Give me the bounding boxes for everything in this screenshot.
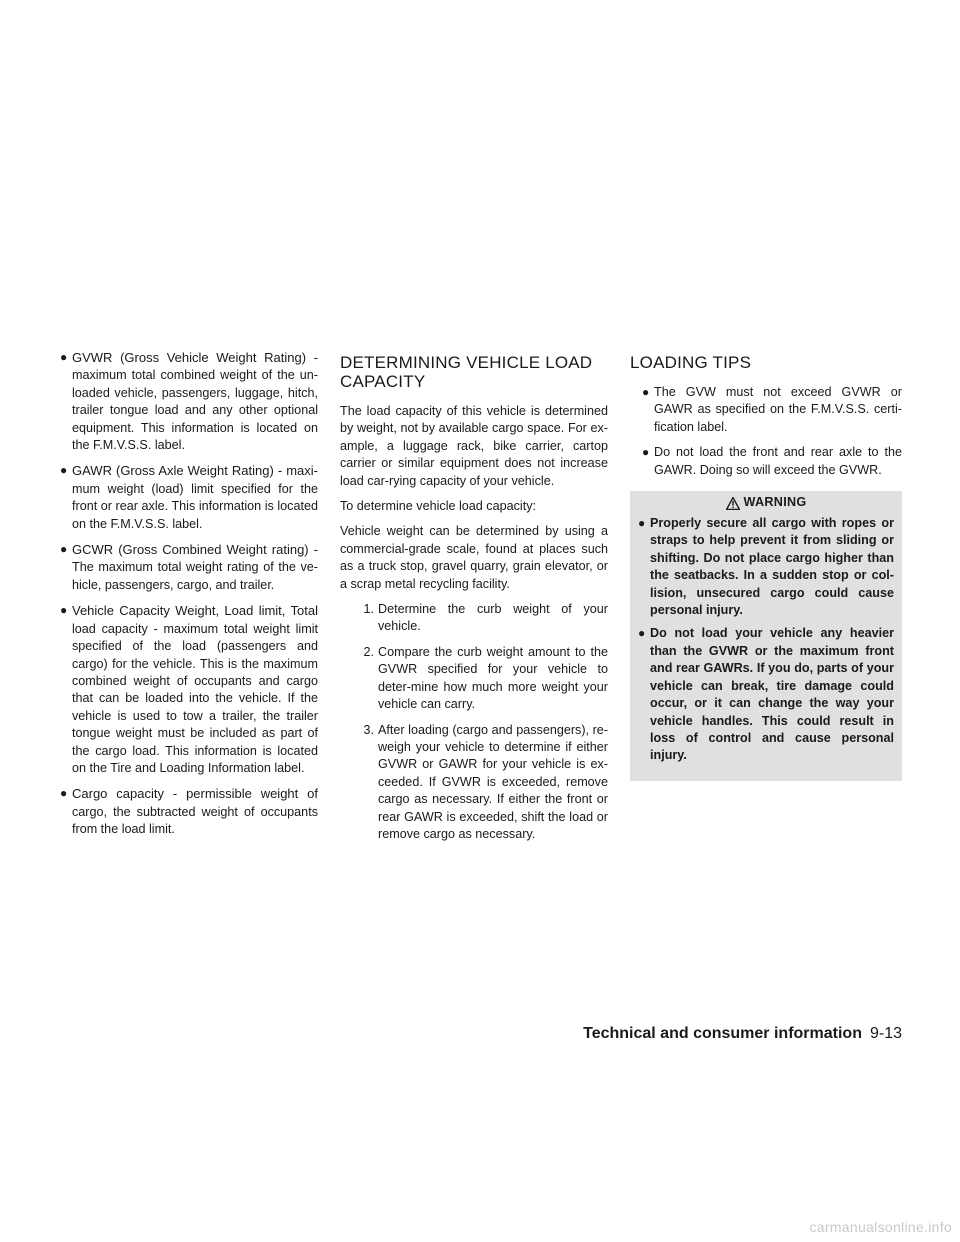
- warning-box: [630, 491, 902, 781]
- definition-cargo-capacity: [60, 785, 318, 838]
- tip-item: ● The GVW must not exceed GVWR or GAWR as specified on the F.M.V.S.S. certi-fication label.: [642, 384, 902, 436]
- step-text: After loading (cargo and passengers), re-weigh your vehicle to determine if either GVWR or GAWR for your vehicle is ex-ceeded. If GVWR is exceeded, remove cargo as necessary. If either the front or rear GAWR is exceeded, shift the load or remove cargo as necessary.: [378, 722, 608, 841]
- warning-item: ● Do not load your vehicle any heavier than the GVWR or the maximum front and rear GAWRs. If you do, parts of your vehicle can break, tire damage could occur, or it can change the way your vehicle handles. This could result in loss of control and cause personal injury.: [638, 625, 894, 764]
- page-number: 9-13: [869, 1025, 902, 1042]
- bullet-dot: ●: [638, 626, 646, 641]
- definition-vehicle-capacity: [60, 602, 318, 777]
- step-number: 1.: [363, 602, 374, 617]
- left-column: [60, 349, 318, 847]
- footer-section-title: Technical and consumer information: [583, 1025, 862, 1042]
- step-item: [340, 644, 608, 714]
- paragraph-scale: Vehicle weight can be determined by using a commercial-grade scale, found at places such as a truck stop, gravel quarry, grain elevator, or a scrap metal recycling facility.: [340, 524, 608, 591]
- definition-text: cargo, the subtracted weight of occupants from the load limit.: [72, 804, 318, 837]
- definition-lead: GVWR (Gross Vehicle Weight Rating) -: [72, 350, 318, 365]
- definition-text: maximum total combined weight of the un-loaded vehicle, passengers, luggage, hitch, trailer tongue load and any other optional equipment. This information is located on the F.M.V.S.S. label.: [72, 368, 318, 453]
- middle-column: [340, 349, 608, 851]
- warning-triangle-icon: [726, 497, 740, 510]
- definition-text: mum weight (load) limit specified for the front or rear axle. This information is located on the F.M.V.S.S. label.: [72, 481, 318, 531]
- section-heading-loading-tips: LOADING TIPS: [630, 353, 752, 372]
- paragraph-load-capacity: The load capacity of this vehicle is determined by weight, not by available cargo space. For ex-ample, a luggage rack, bike carrier, cartop carrier or similar equipment does not increase load car-rying capacity of your vehicle.: [340, 404, 608, 488]
- bullet-dot: ●: [642, 385, 650, 399]
- bullet-dot: ●: [642, 445, 650, 460]
- tip-item: ● Do not load the front and rear axle to the GAWR. Doing so will exceed the GVWR.: [642, 444, 902, 479]
- step-text: Determine the curb weight of your vehicle.: [378, 602, 608, 634]
- step-number: 2.: [363, 644, 374, 659]
- right-column: [630, 349, 902, 781]
- definition-gvwr: [60, 349, 318, 454]
- paragraph-intro: To determine vehicle load capacity:: [340, 499, 537, 514]
- bullet-dot: ●: [60, 542, 68, 557]
- warning-title: WARNING: [638, 491, 894, 515]
- step-number: 3.: [363, 722, 374, 737]
- section-heading-load-capacity: DETERMINING VEHICLE LOAD CAPACITY: [340, 353, 593, 391]
- definition-text: load capacity - maximum total weight limit specified of the load (passengers and cargo) for the vehicle. This is the maximum combined weight of occupants and cargo that can be loaded into the vehicle. If the vehicle is used to tow a trailer, the trailer tongue weight must be included as part of the cargo load. This information is located on the Tire and Loading Information label.: [72, 621, 318, 775]
- loading-tips-list: [630, 384, 902, 479]
- watermark: carmanualsonline.info: [809, 1219, 952, 1235]
- step-item: [340, 601, 608, 636]
- bullet-dot: ●: [60, 603, 68, 618]
- bullet-dot: ●: [60, 463, 68, 478]
- definition-lead: GAWR (Gross Axle Weight Rating) - maxi-: [72, 463, 318, 479]
- definition-lead: Cargo capacity - permissible weight of: [72, 786, 318, 802]
- definition-text: The maximum total weight rating of the ve-hicle, passengers, cargo, and trailer.: [72, 560, 318, 592]
- definition-lead: Vehicle Capacity Weight, Load limit, Total: [72, 603, 318, 619]
- definition-lead: GCWR (Gross Combined Weight rating) -: [72, 542, 318, 558]
- warning-item: ● Properly secure all cargo with ropes or straps to help prevent it from sliding or shifting. Do not place cargo higher than the seatbacks. In a sudden stop or col-lision, unsecured cargo could cause personal injury.: [638, 515, 894, 619]
- bullet-dot: ●: [60, 350, 68, 364]
- definition-gcwr: [60, 541, 318, 594]
- step-item: [340, 722, 608, 844]
- step-text: Compare the curb weight amount to the GVWR specified for your vehicle to deter-mine how much more weight your vehicle can carry.: [378, 644, 608, 712]
- page-footer: [583, 1025, 902, 1042]
- bullet-dot: ●: [638, 516, 646, 531]
- definition-gawr: [60, 462, 318, 533]
- bullet-dot: ●: [60, 786, 68, 801]
